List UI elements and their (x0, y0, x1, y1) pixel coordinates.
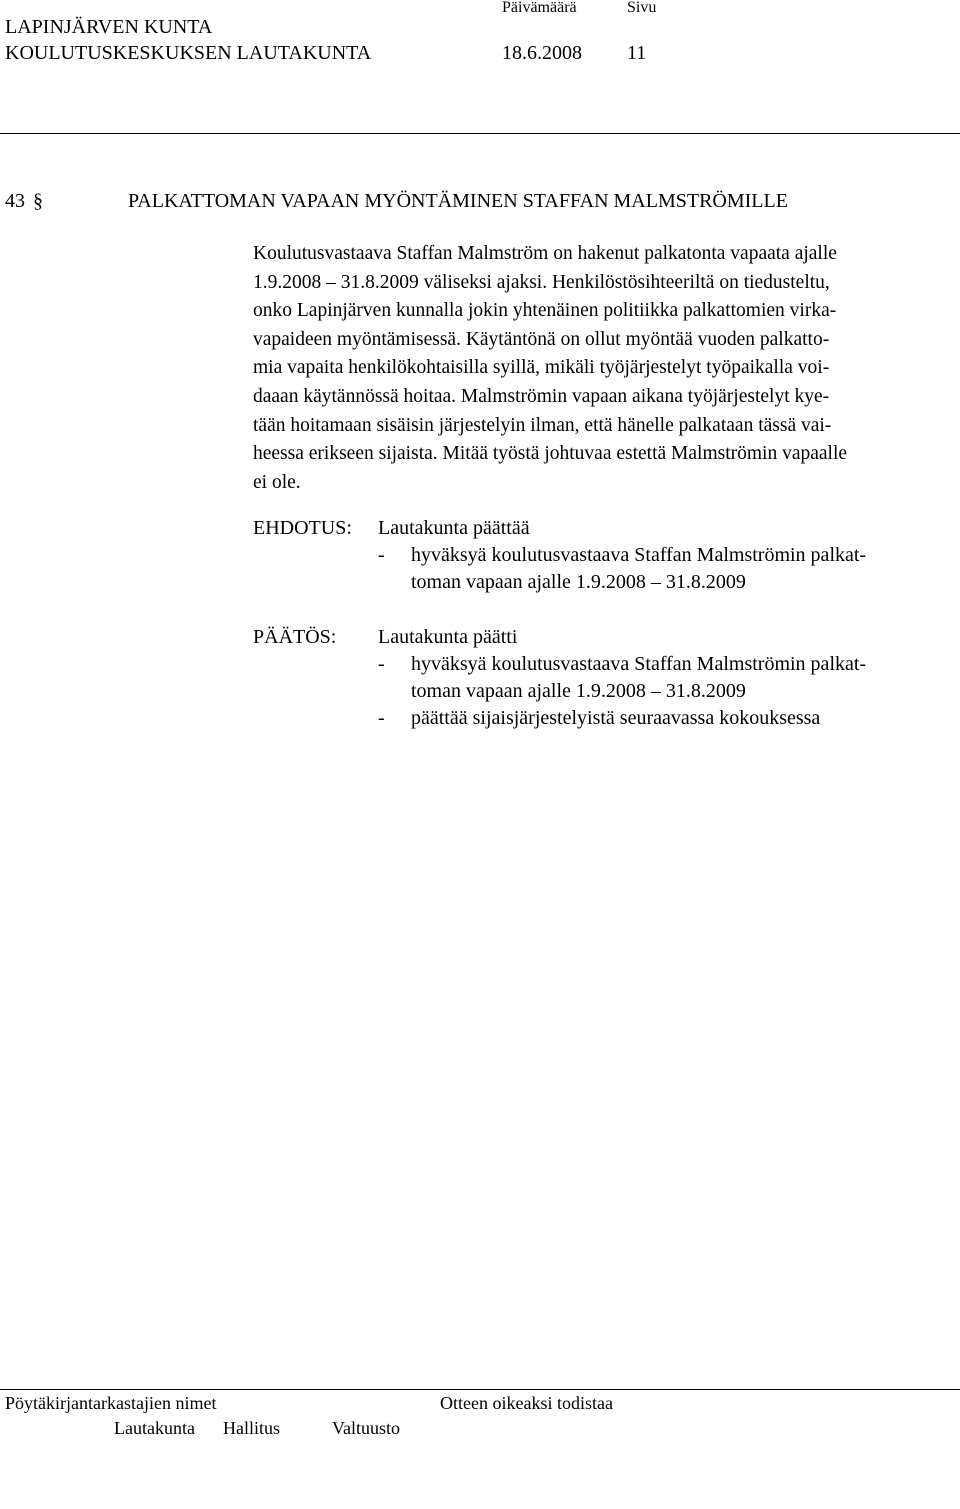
decision-bullet: - (378, 707, 385, 729)
header-rule (0, 133, 960, 134)
decision-item-line: hyväksyä koulutusvastaava Staffan Malmströmin palkat- (411, 653, 867, 675)
body-line: Koulutusvastaava Staffan Malmström on hakenut palkatonta vapaata ajalle (253, 243, 837, 264)
proposal-label: EHDOTUS: (253, 517, 352, 539)
body-line: daaan käytännössä hoitaa. Malmströmin vapaan aikana työjärjestelyt kye- (253, 385, 830, 407)
body-line: mia vapaita henkilökohtaisilla syillä, mikäli työjärjestelyt työpaikalla voi- (253, 357, 830, 379)
decision-text: Lautakunta päätti (378, 626, 518, 648)
footer-col-council: Valtuusto (332, 1418, 401, 1438)
body-line: onko Lapinjärven kunnalla jokin yhtenäinen politiikka palkattomien virka- (253, 300, 837, 322)
body-line: vapaideen myöntämisessä. Käytäntönä on ollut myöntää vuoden palkatto- (253, 328, 830, 350)
meeting-date: 18.6.2008 (502, 42, 582, 64)
page-label: Sivu (627, 0, 657, 16)
footer-col-board: Hallitus (223, 1418, 280, 1438)
page-number: 11 (627, 42, 647, 64)
body-line: heessa erikseen sijaista. Mitää työstä johtuvaa estettä Malmströmin vapaalle (253, 443, 848, 465)
proposal-item-line: toman vapaan ajalle 1.9.2008 – 31.8.2009 (411, 571, 746, 593)
footer-rule (0, 1389, 960, 1390)
body-paragraph (253, 240, 955, 497)
date-label: Päivämäärä (502, 0, 577, 16)
decision-item-line: toman vapaan ajalle 1.9.2008 – 31.8.2009 (411, 680, 746, 702)
proposal-item-line: hyväksyä koulutusvastaava Staffan Malmströmin palkat- (411, 544, 867, 566)
section-number: 43 (5, 190, 25, 212)
proposal-text: Lautakunta päättää (378, 517, 530, 539)
committee-name: KOULUTUSKESKUKSEN LAUTAKUNTA (5, 42, 372, 64)
body-line: 1.9.2008 – 31.8.2009 väliseksi ajaksi. Henkilöstösihteeriltä on tiedusteltu, (253, 271, 830, 293)
inspectors-label: Pöytäkirjantarkastajien nimet (5, 1393, 217, 1413)
proposal-bullet: - (378, 544, 385, 566)
certified-label: Otteen oikeaksi todistaa (440, 1393, 613, 1413)
decision-bullet: - (378, 653, 385, 675)
body-line: ei ole. (253, 471, 301, 493)
body-line: tään hoitamaan sisäisin järjestelyin ilman, että hänelle palkataan tässä vai- (253, 414, 832, 436)
decision-label: PÄÄTÖS: (253, 626, 337, 648)
decision-item-line: päättää sijaisjärjestelyistä seuraavassa kokouksessa (411, 707, 821, 729)
section-title: PALKATTOMAN VAPAAN MYÖNTÄMINEN STAFFAN MALMSTRÖMILLE (128, 190, 788, 212)
footer-col-committee: Lautakunta (114, 1418, 195, 1438)
org-name: LAPINJÄRVEN KUNTA (5, 16, 213, 38)
section-symbol: § (33, 190, 43, 212)
